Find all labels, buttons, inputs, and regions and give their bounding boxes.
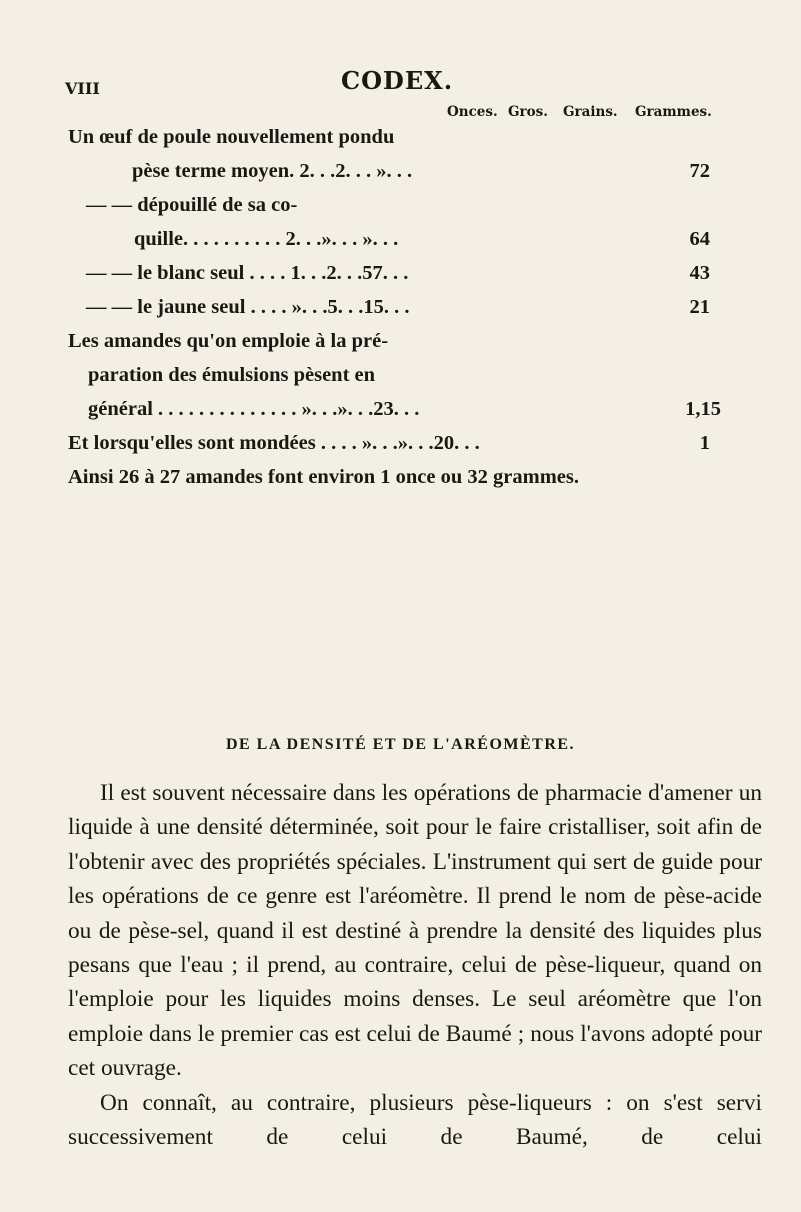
column-header-gros: Gros. (508, 104, 548, 120)
table-cell-grammes: 1 (699, 432, 710, 454)
body-text (68, 776, 762, 1154)
column-header-grammes: Grammes. (635, 104, 712, 120)
table-cell-grammes: 72 (689, 160, 710, 182)
table-row-label: général . . . . . . . . . . . . . . ». . .». . .23. . . (88, 398, 420, 420)
table-row-label: Et lorsqu'elles sont mondées . . . . ». . .». . .20. . . (68, 432, 480, 454)
table-summary: Ainsi 26 à 27 amandes font environ 1 once ou 32 grammes. (68, 466, 579, 488)
table-row-label: — — dépouillé de sa co- (86, 194, 298, 216)
section-title: DE LA DENSITÉ ET DE L'ARÉOMÈTRE. (225, 736, 576, 753)
running-head: CODEX. (341, 66, 454, 95)
table-cell-grammes: 21 (689, 296, 710, 318)
paragraph: On connaît, au contraire, plusieurs pèse-liqueurs : on s'est servi successivement de celui de Baumé, de celui (68, 1089, 762, 1151)
table-cell-grammes: 1,15 (685, 398, 721, 420)
column-header-onces: Onces. (447, 104, 498, 120)
table-row-label: pèse terme moyen. 2. . .2. . . ». . . (132, 160, 413, 182)
page-number: VIII (65, 79, 100, 98)
table-cell-grammes: 43 (689, 262, 710, 284)
table-row-label: — — le jaune seul . . . . ». . .5. . .15. . . (86, 296, 410, 318)
table-row-label: — — le blanc seul . . . . 1. . .2. . .57. . . (86, 262, 409, 284)
table-row-label: Les amandes qu'on emploie à la pré- (68, 330, 389, 352)
paragraph: Il est souvent nécessaire dans les opérations de pharmacie d'amener un liquide à une densité déterminée, soit pour le faire cristalliser, soit afin de l'obtenir avec des propriétés spéciales. L'instrument qui sert de guide pour les opérations de ce genre est l'aréomètre. Il prend le nom de pèse-acide ou de pèse-sel, quand il est destiné à prendre la densité des liquides plus pesans que l'eau ; il prend, au contraire, celui de pèse-liqueur, quand on l'emploie pour les liquides moins denses. Le seul aréomètre que l'on emploie dans le premier cas est celui de Baumé ; nous l'avons adopté pour cet ouvrage. (68, 780, 762, 1082)
table-row-label: quille. . . . . . . . . . 2. . .». . . ». . . (134, 228, 399, 250)
column-header-grains: Grains. (563, 104, 618, 120)
table-cell-grammes: 64 (689, 228, 710, 250)
table-row-label: paration des émulsions pèsent en (88, 364, 376, 386)
table-row-label: Un œuf de poule nouvellement pondu (68, 126, 395, 148)
